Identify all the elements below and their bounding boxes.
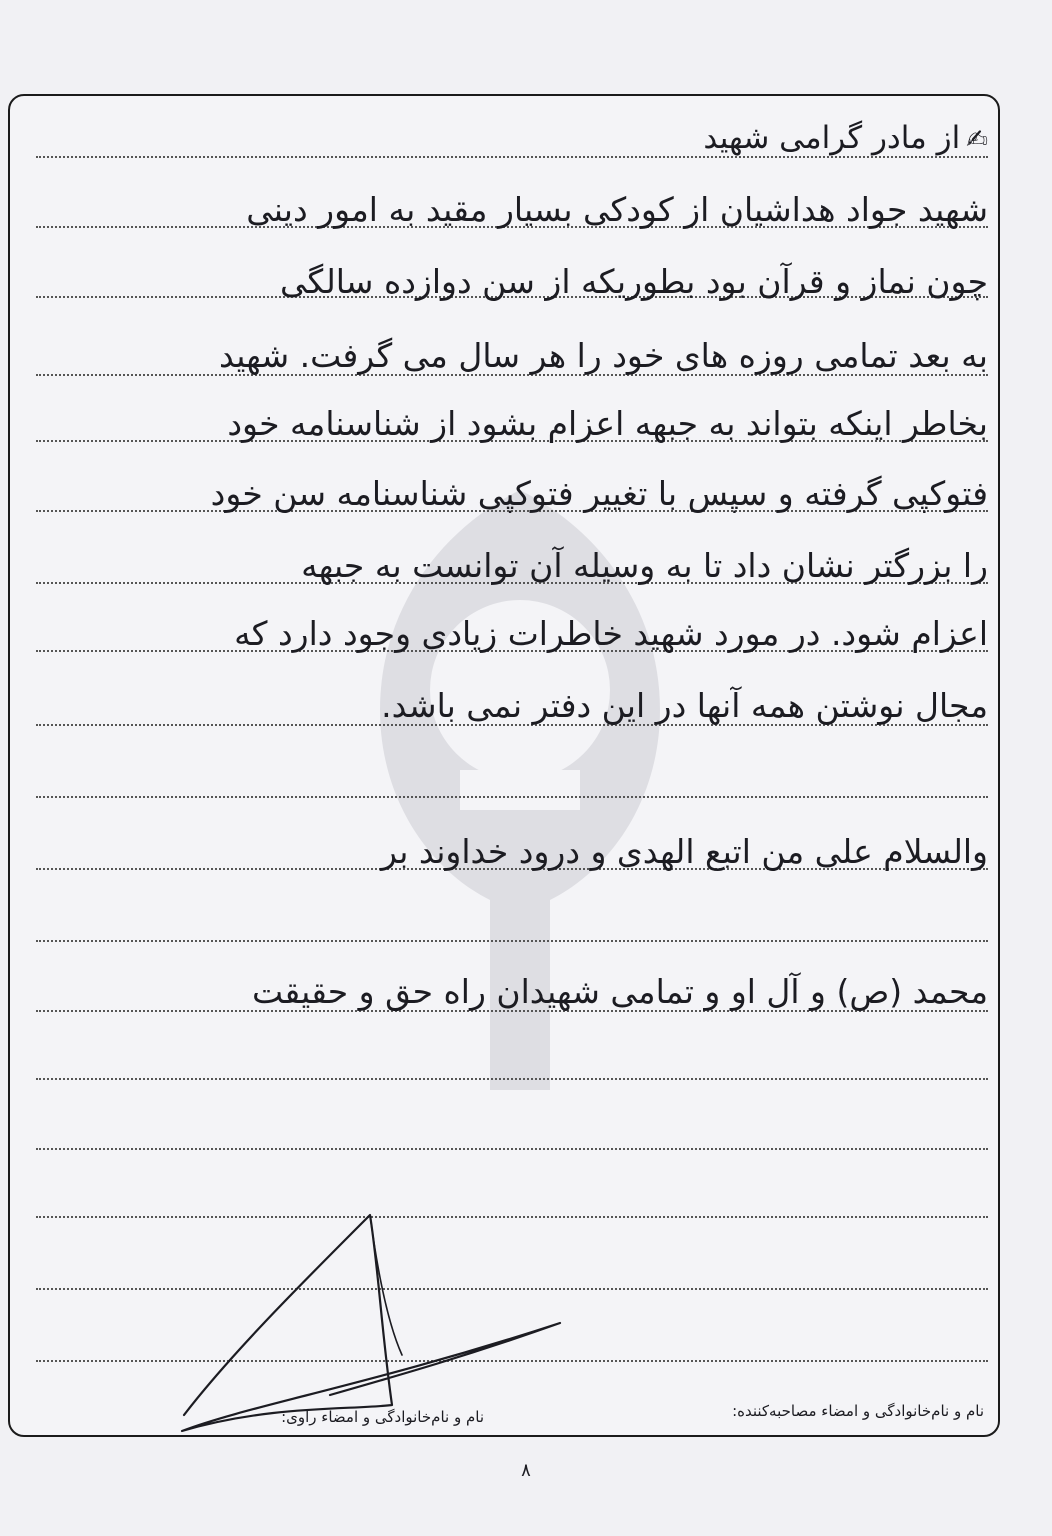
handwritten-line: محمد (ص) و آل او و تمامی شهیدان راه حق و حقیقت <box>252 972 988 1011</box>
ruled-line <box>36 1078 988 1080</box>
ruled-line <box>36 940 988 942</box>
pen-icon: ✍ <box>966 125 988 155</box>
handwritten-line: بخاطر اینکه بتواند به جبهه اعزام بشود از شناسنامه خود <box>227 404 988 443</box>
narrator-signature-label: نام و نام‌خانوادگی و امضاء راوی: <box>281 1408 484 1426</box>
handwritten-line: اعزام شود. در مورد شهید خاطرات زیادی وجود دارد که <box>234 614 988 653</box>
header-text: از مادر گرامی شهید <box>703 120 961 156</box>
handwritten-line: والسلام علی من اتبع الهدی و درود خداوند بر <box>381 832 988 871</box>
interviewer-signature-label: نام و نام‌خانوادگی و امضاء مصاحبه‌کننده: <box>732 1402 984 1420</box>
ruled-line <box>36 1148 988 1150</box>
header-note <box>560 118 988 160</box>
footer-labels <box>24 1398 984 1428</box>
handwritten-line: به بعد تمامی روزه های خود را هر سال می گرفت. شهید <box>218 336 988 375</box>
page-number: ۸ <box>521 1460 531 1481</box>
handwritten-line: شهید جواد هداشیان از کودکی بسیار مقید به امور دینی <box>246 190 988 229</box>
handwritten-line: فتوکپی گرفته و سپس با تغییر فتوکپی شناسنامه سن خود <box>210 474 988 513</box>
handwritten-line: را بزرگتر نشان داد تا به وسیله آن توانست به جبهه <box>301 546 988 585</box>
ruled-line <box>36 796 988 798</box>
handwritten-line: چون نماز و قرآن بود بطوریکه از سن دوازده سالگی <box>279 262 988 301</box>
handwritten-line: مجال نوشتن همه آنها در این دفتر نمی باشد. <box>381 686 988 725</box>
